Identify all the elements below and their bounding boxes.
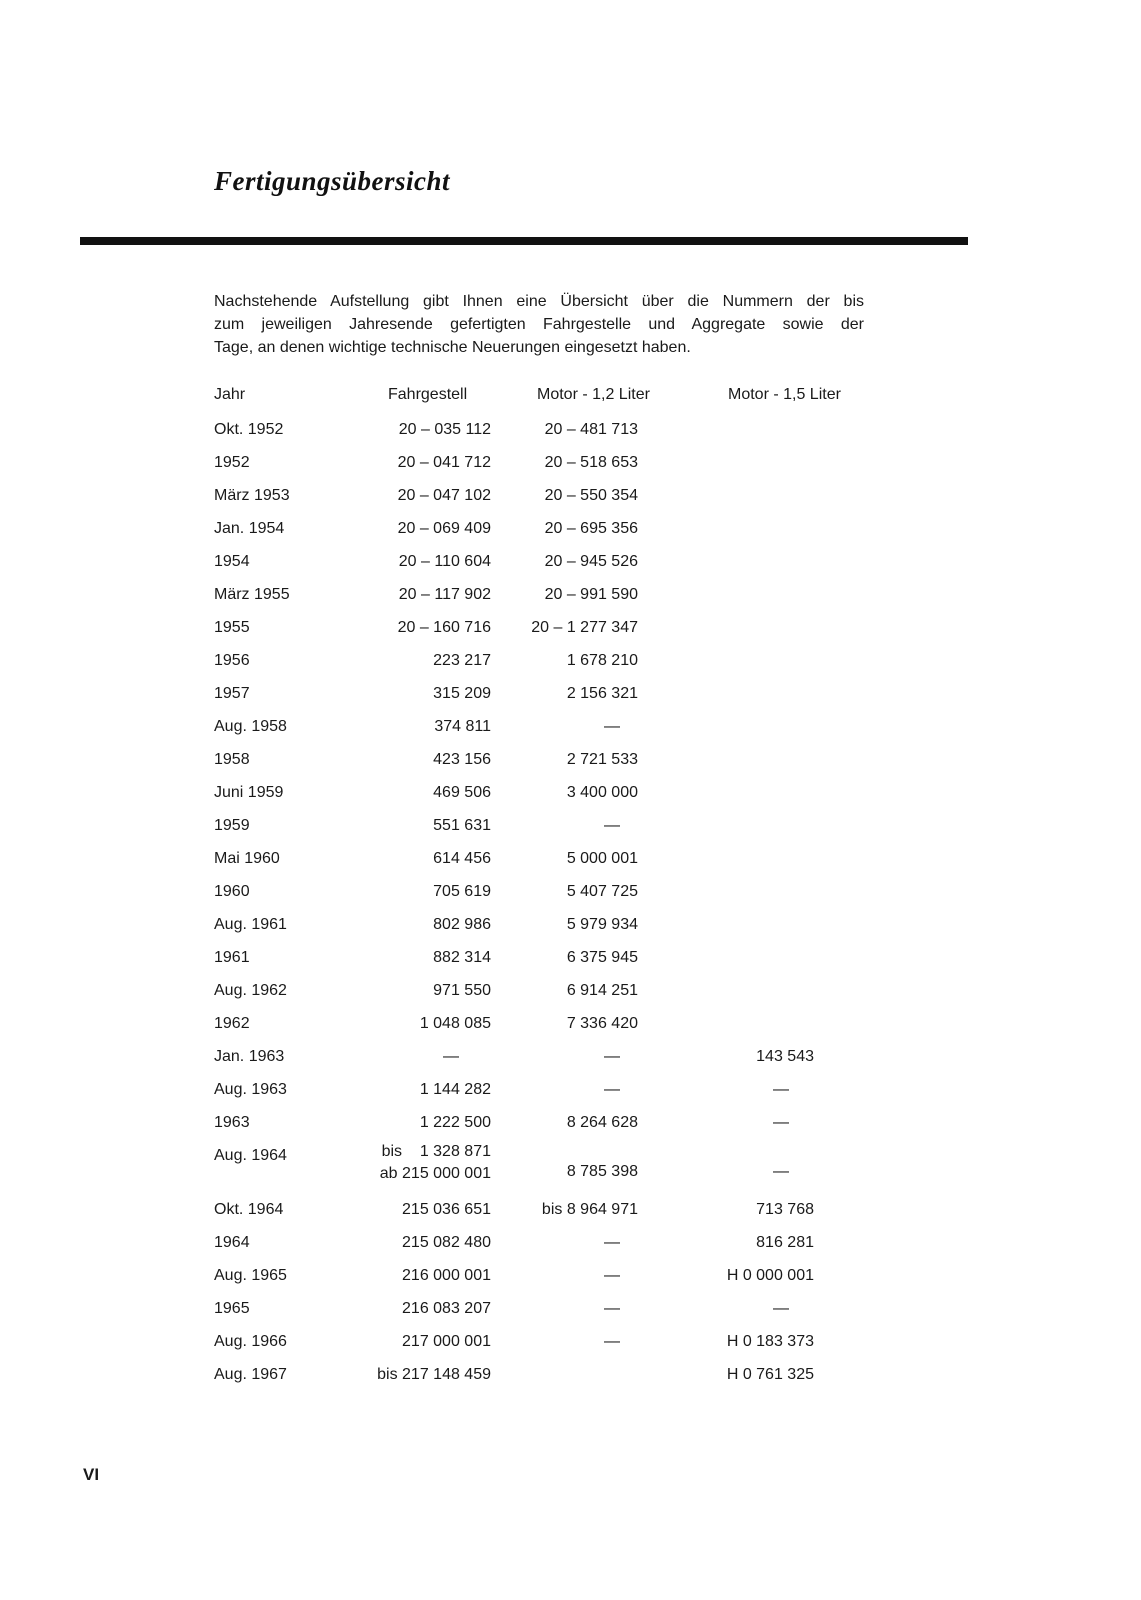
cell-chassis: 882 314 <box>433 949 491 966</box>
cell-motor-12: 20 – 695 356 <box>544 520 638 537</box>
cell-year: 1963 <box>214 1114 250 1131</box>
cell-motor-12: 20 – 991 590 <box>544 586 638 603</box>
cell-motor-15: 143 543 <box>756 1048 814 1065</box>
table-row <box>214 712 874 745</box>
table-row <box>214 1075 874 1108</box>
cell-motor-12: — <box>604 1081 620 1098</box>
table-row <box>214 778 874 811</box>
cell-chassis: 20 – 117 902 <box>398 586 491 603</box>
cell-year: 1965 <box>214 1300 250 1317</box>
cell-chassis: 469 506 <box>433 784 491 801</box>
table-header <box>214 380 874 415</box>
table-row <box>214 646 874 679</box>
cell-chassis: 20 – 160 716 <box>397 619 491 636</box>
cell-motor-12: — <box>604 718 620 735</box>
cell-motor-12: — <box>604 1267 620 1284</box>
cell-chassis <box>380 1141 491 1185</box>
cell-year: Okt. 1964 <box>214 1201 284 1218</box>
cell-year: Aug. 1961 <box>214 916 287 933</box>
cell-year: 1957 <box>214 685 250 702</box>
cell-motor-12: — <box>604 1048 620 1065</box>
cell-chassis: 20 – 035 112 <box>398 421 491 438</box>
table-row <box>214 1228 874 1261</box>
cell-year: Jan. 1963 <box>214 1048 285 1065</box>
cell-chassis: 423 156 <box>433 751 491 768</box>
cell-motor-12: — <box>604 1300 620 1317</box>
cell-motor-12: 5 407 725 <box>566 883 638 900</box>
cell-motor-12: 20 – 945 526 <box>544 553 638 570</box>
cell-chassis: 20 – 110 604 <box>398 553 491 570</box>
cell-motor-15: — <box>773 1081 789 1098</box>
cell-year: Aug. 1964 <box>214 1147 287 1164</box>
cell-year: März 1953 <box>214 487 290 504</box>
cell-chassis-line: ab 215 000 001 <box>379 1165 491 1182</box>
cell-chassis: 802 986 <box>433 916 491 933</box>
table-row <box>214 679 874 712</box>
cell-chassis: 971 550 <box>433 982 491 999</box>
cell-motor-12: — <box>604 817 620 834</box>
cell-year: 1955 <box>214 619 250 636</box>
cell-chassis: 215 082 480 <box>402 1234 491 1251</box>
cell-year: Aug. 1967 <box>214 1366 287 1383</box>
cell-motor-12: 3 400 000 <box>566 784 638 801</box>
cell-year: 1961 <box>214 949 250 966</box>
cell-motor-12: 20 – 1 277 347 <box>531 619 638 636</box>
table-row <box>214 811 874 844</box>
cell-year: Mai 1960 <box>214 850 280 867</box>
table-row <box>214 943 874 976</box>
cell-year: Jan. 1954 <box>214 520 285 537</box>
table-row <box>214 976 874 1009</box>
table-row <box>214 745 874 778</box>
header-motor-12: Motor - 1,2 Liter <box>537 386 650 403</box>
page-title: Fertigungsübersicht <box>214 166 451 196</box>
table-row <box>214 613 874 646</box>
cell-chassis: 1 144 282 <box>419 1081 491 1098</box>
cell-motor-12: 8 785 398 <box>566 1163 638 1180</box>
cell-year: 1962 <box>214 1015 250 1032</box>
cell-year: 1964 <box>214 1234 250 1251</box>
cell-motor-12: 20 – 550 354 <box>544 487 638 504</box>
cell-year: Aug. 1965 <box>214 1267 287 1284</box>
cell-year: 1956 <box>214 652 250 669</box>
cell-chassis: 1 048 085 <box>419 1015 491 1032</box>
table-row <box>214 1294 874 1327</box>
cell-motor-12: — <box>604 1333 620 1350</box>
cell-chassis: 216 000 001 <box>402 1267 491 1284</box>
page-number: VI <box>83 1465 100 1484</box>
cell-motor-15: H 0 000 001 <box>726 1267 814 1284</box>
intro-line: zum jeweiligen Jahresende gefertigten Fahrgestelle und Aggregate sowie der <box>214 316 864 333</box>
table-row <box>214 1108 874 1141</box>
cell-chassis: 20 – 069 409 <box>397 520 491 537</box>
table-body <box>214 415 874 1393</box>
table-row <box>214 448 874 481</box>
table-row <box>214 1009 874 1042</box>
cell-chassis: 217 000 001 <box>402 1333 491 1350</box>
header-chassis: Fahrgestell <box>388 386 468 403</box>
cell-chassis: 216 083 207 <box>402 1300 491 1317</box>
cell-chassis: 215 036 651 <box>402 1201 491 1218</box>
cell-chassis: 1 222 500 <box>419 1114 491 1131</box>
cell-chassis: 223 217 <box>433 652 491 669</box>
table-row <box>214 1327 874 1360</box>
cell-motor-15: H 0 183 373 <box>726 1333 814 1350</box>
cell-chassis: bis 217 148 459 <box>377 1366 491 1383</box>
cell-motor-15: — <box>773 1114 789 1131</box>
cell-year: Aug. 1966 <box>214 1333 287 1350</box>
table-row <box>214 547 874 580</box>
title-rule <box>80 237 968 245</box>
cell-motor-12: 1 678 210 <box>566 652 638 669</box>
table-row <box>214 514 874 547</box>
cell-chassis: 315 209 <box>433 685 491 702</box>
cell-motor-12: 5 000 001 <box>566 850 638 867</box>
cell-year: Juni 1959 <box>214 784 284 801</box>
cell-motor-12: — <box>604 1234 620 1251</box>
table-row <box>214 1360 874 1393</box>
cell-year: 1954 <box>214 553 250 570</box>
cell-motor-15: 816 281 <box>756 1234 814 1251</box>
cell-chassis: — <box>443 1048 459 1065</box>
table-row <box>214 844 874 877</box>
cell-motor-12: 20 – 481 713 <box>544 421 638 438</box>
cell-year: 1960 <box>214 883 250 900</box>
intro-paragraph <box>214 290 864 359</box>
table-row <box>214 580 874 613</box>
intro-line: Nachstehende Aufstellung gibt Ihnen eine Übersicht über die Nummern der bis <box>214 293 864 310</box>
cell-motor-15: H 0 761 325 <box>726 1366 814 1383</box>
cell-motor-12: 6 375 945 <box>566 949 638 966</box>
table-row <box>214 910 874 943</box>
intro-line: Tage, an denen wichtige technische Neuerungen eingesetzt haben. <box>214 339 691 356</box>
table-row <box>214 1261 874 1294</box>
cell-chassis: 705 619 <box>433 883 491 900</box>
cell-motor-12: 8 264 628 <box>566 1114 638 1131</box>
cell-motor-15: — <box>773 1300 789 1317</box>
cell-chassis: 374 811 <box>434 718 491 735</box>
cell-year: 1959 <box>214 817 250 834</box>
cell-year: Aug. 1962 <box>214 982 287 999</box>
cell-chassis-line: bis 1 328 871 <box>381 1143 491 1160</box>
cell-motor-12: 2 721 533 <box>566 751 638 768</box>
production-table <box>214 380 874 1393</box>
cell-year: 1952 <box>214 454 250 471</box>
cell-year: März 1955 <box>214 586 290 603</box>
cell-year: 1958 <box>214 751 250 768</box>
cell-year: Aug. 1958 <box>214 718 287 735</box>
cell-chassis: 20 – 047 102 <box>397 487 491 504</box>
cell-year: Aug. 1963 <box>214 1081 287 1098</box>
header-year: Jahr <box>214 386 246 403</box>
cell-chassis: 551 631 <box>433 817 491 834</box>
header-motor-15: Motor - 1,5 Liter <box>728 386 841 403</box>
cell-motor-12: 2 156 321 <box>566 685 638 702</box>
cell-motor-12: bis 8 964 971 <box>541 1201 638 1218</box>
cell-motor-15: — <box>773 1163 789 1180</box>
table-row <box>214 1195 874 1228</box>
cell-motor-12: 6 914 251 <box>566 982 638 999</box>
cell-motor-12: 5 979 934 <box>566 916 638 933</box>
cell-motor-12: 7 336 420 <box>566 1015 638 1032</box>
cell-chassis: 614 456 <box>433 850 491 867</box>
cell-motor-12: 20 – 518 653 <box>544 454 638 471</box>
cell-year: Okt. 1952 <box>214 421 284 438</box>
table-row <box>214 1042 874 1075</box>
table-row <box>214 1141 874 1195</box>
table-row <box>214 481 874 514</box>
table-row <box>214 415 874 448</box>
cell-chassis: 20 – 041 712 <box>397 454 491 471</box>
cell-motor-15: 713 768 <box>756 1201 814 1218</box>
table-row <box>214 877 874 910</box>
